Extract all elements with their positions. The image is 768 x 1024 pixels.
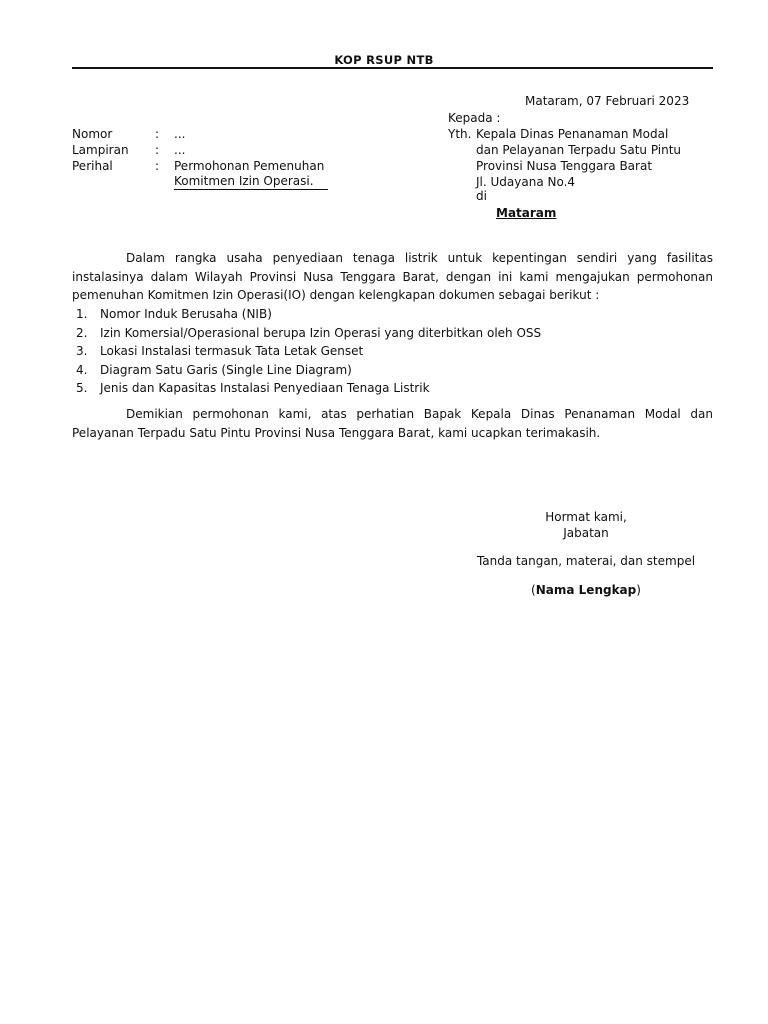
field-label-lampiran: Lampiran — [72, 143, 129, 157]
list-item-text: Lokasi Instalasi termasuk Tata Letak Genset — [100, 344, 364, 358]
paren-open: ( — [531, 583, 536, 597]
signature-name: Nama Lengkap — [535, 583, 637, 597]
body-intro-text: Dalam rangka usaha penyediaan tenaga listrik untuk kepentingan sendiri yang fasilitas instalasinya dalam Wilayah Provinsi Nusa Tenggara Barat, dengan ini kami mengajukan permohonan pemenuhan Komitmen Izin Operasi(IO) dengan kelengkapan dokumen sebagai berikut : — [72, 251, 713, 302]
list-item-text: Jenis dan Kapasitas Instalasi Penyediaan Tenaga Listrik — [100, 381, 430, 395]
field-value-perihal: Permohonan Pemenuhan — [174, 159, 325, 173]
recipient-line: di — [476, 189, 487, 203]
list-item-number: 1. — [76, 307, 88, 321]
paren-close: ) — [636, 583, 641, 597]
recipient-line: dan Pelayanan Terpadu Satu Pintu — [476, 143, 682, 157]
field-colon: : — [155, 159, 160, 173]
signature-greeting: Hormat kami, — [545, 510, 627, 524]
list-item-text: Izin Komersial/Operasional berupa Izin Operasi yang diterbitkan oleh OSS — [100, 325, 542, 340]
place-date: Mataram, 07 Februari 2023 — [525, 94, 690, 108]
field-label-perihal: Perihal — [72, 159, 113, 173]
recipient-line: Jl. Udayana No.4 — [476, 175, 576, 189]
closing-text: Demikian permohonan kami, atas perhatian Bapak Kepala Dinas Penanaman Modal dan Pelayanan Terpadu Satu Pintu Provinsi Nusa Tenggara Barat, kami ucapkan terimakasih. — [72, 407, 713, 440]
recipient-line: Provinsi Nusa Tenggara Barat — [476, 159, 653, 173]
recipient-prefix: Yth. — [448, 127, 472, 141]
field-value-perihal-line2: Komitmen Izin Operasi. — [174, 174, 328, 190]
to-label: Kepada : — [448, 111, 501, 125]
field-label-nomor: Nomor — [72, 127, 113, 141]
signature-name-line — [470, 582, 702, 599]
signature-position: Jabatan — [563, 526, 609, 540]
field-value-lampiran: ... — [174, 143, 186, 157]
field-value-nomor: ... — [174, 127, 186, 141]
recipient-city: Mataram — [496, 206, 557, 220]
recipient-line: Kepala Dinas Penanaman Modal — [476, 127, 669, 141]
letterhead-title: KOP RSUP NTB — [334, 53, 434, 67]
list-item-number: 5. — [76, 381, 88, 395]
closing-paragraph — [72, 405, 713, 442]
letterhead-divider — [72, 67, 713, 69]
list-item-number: 3. — [76, 344, 88, 358]
list-item-number: 2. — [76, 325, 88, 340]
field-colon: : — [155, 127, 160, 141]
list-item-text: Diagram Satu Garis (Single Line Diagram) — [100, 362, 352, 377]
signature-note: Tanda tangan, materai, dan stempel — [476, 554, 696, 568]
list-item-text: Nomor Induk Berusaha (NIB) — [100, 307, 272, 321]
body-intro-paragraph — [72, 249, 713, 305]
field-colon: : — [155, 143, 160, 157]
list-item-number: 4. — [76, 362, 88, 377]
